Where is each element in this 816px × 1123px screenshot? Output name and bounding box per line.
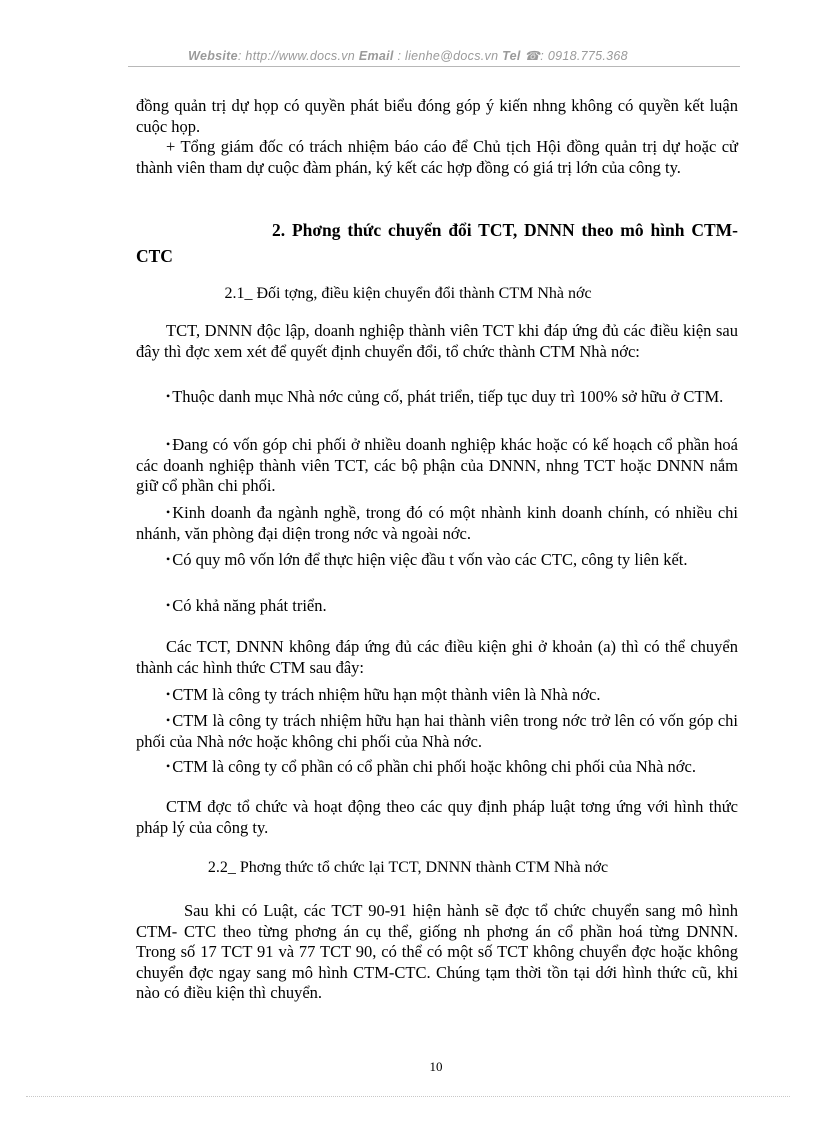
paragraph-2: + Tổng giám đốc có trách nhiệm báo cáo để Chủ tịch Hội đồng quản trị dự hoặc cử thành viên tham dự cuộc đàm phán, ký kết các hợp đồng có giá trị lớn của công ty. xyxy=(136,137,738,177)
bullet-icon: • xyxy=(166,437,171,451)
page-header xyxy=(0,48,816,63)
bullet-icon: • xyxy=(166,598,171,612)
bullet-icon: • xyxy=(166,389,171,403)
section-heading: 2. Phơng thức chuyển đổi TCT, DNNN theo mô hình CTM-CTC xyxy=(136,220,738,266)
paragraph-4: Các TCT, DNNN không đáp ứng đủ các điều kiện ghi ở khoản (a) thì có thể chuyển thành các hình thức CTM sau đây: xyxy=(136,637,738,677)
bullet-item: • Kinh doanh đa ngành nghề, trong đó có một nhành kinh doanh chính, có nhiều chi nhánh, văn phòng đại diện trong nớc và ngoài nớc. xyxy=(136,503,738,543)
paragraph-5: CTM đợc tổ chức và hoạt động theo các quy định pháp luật tơng ứng với hình thức pháp lý của công ty. xyxy=(136,797,738,837)
email-value: : lienhe@docs.vn xyxy=(393,49,499,63)
bullet-icon: • xyxy=(166,759,171,773)
bullet-icon: • xyxy=(166,505,171,519)
footer-divider xyxy=(26,1096,790,1097)
bullet-item: • Đang có vốn góp chi phối ở nhiều doanh nghiệp khác hoặc có kế hoạch cổ phần hoá các doanh nghiệp thành viên TCT, các bộ phận của DNNN, nhng TCT hoặc DNNN nắm giữ cổ phần chi phối. xyxy=(136,435,738,495)
bullet-item: • CTM là công ty trách nhiệm hữu hạn hai thành viên trong nớc trở lên có vốn góp chi phối của Nhà nớc hoặc không chi phối của Nhà nớc. xyxy=(136,711,738,751)
subsection-heading-2-2: 2.2_ Phơng thức tổ chức lại TCT, DNNN thành CTM Nhà nớc xyxy=(207,859,609,876)
tel-label: Tel xyxy=(502,49,521,63)
email-label: Email xyxy=(358,49,394,63)
bullet-item: • Thuộc danh mục Nhà nớc củng cố, phát triển, tiếp tục duy trì 100% sở hữu ở CTM. xyxy=(166,387,724,406)
tel-value: ☎: 0918.775.368 xyxy=(524,49,628,63)
subsection-heading-2-1: 2.1_ Đối tợng, điều kiện chuyển đổi thành CTM Nhà nớc xyxy=(224,285,592,302)
bullet-icon: • xyxy=(166,552,171,566)
paragraph-1: đồng quản trị dự họp có quyền phát biểu đóng góp ý kiến nhng không có quyền kết luận cuộc họp. xyxy=(136,96,738,136)
website-value: : http://www.docs.vn xyxy=(237,49,356,63)
header-divider xyxy=(128,66,740,67)
bullet-icon: • xyxy=(166,687,171,701)
bullet-item: • Có quy mô vốn lớn để thực hiện việc đầu t vốn vào các CTC, công ty liên kết. xyxy=(166,550,688,569)
paragraph-3: TCT, DNNN độc lập, doanh nghiệp thành viên TCT khi đáp ứng đủ các điều kiện sau đây thì đợc xem xét để quyết định chuyển đổi, tổ chức thành CTM Nhà nớc: xyxy=(136,321,738,361)
bullet-icon: • xyxy=(166,713,171,727)
page-number: 10 xyxy=(429,1059,443,1074)
bullet-item: • CTM là công ty cổ phần có cổ phần chi phối hoặc không chi phối của Nhà nớc. xyxy=(166,757,696,776)
paragraph-6: Sau khi có Luật, các TCT 90-91 hiện hành sẽ đợc tổ chức chuyển sang mô hình CTM- CTC theo từng phơng án cụ thể, giống nh phơng án cổ phần hoá từng DNNN. Trong số 17 TCT 91 và 77 TCT 90, có thể có một số TCT không chuyển đợc hoặc không chuyển đợc ngay sang mô hình CTM-CTC. Chúng tạm thời tồn tại dới hình thức cũ, khi nào có điều kiện thì chuyển. xyxy=(136,901,738,1002)
bullet-item: • Có khả năng phát triển. xyxy=(166,596,327,615)
website-label: Website xyxy=(188,49,238,63)
bullet-item: • CTM là công ty trách nhiệm hữu hạn một thành viên là Nhà nớc. xyxy=(166,685,601,704)
